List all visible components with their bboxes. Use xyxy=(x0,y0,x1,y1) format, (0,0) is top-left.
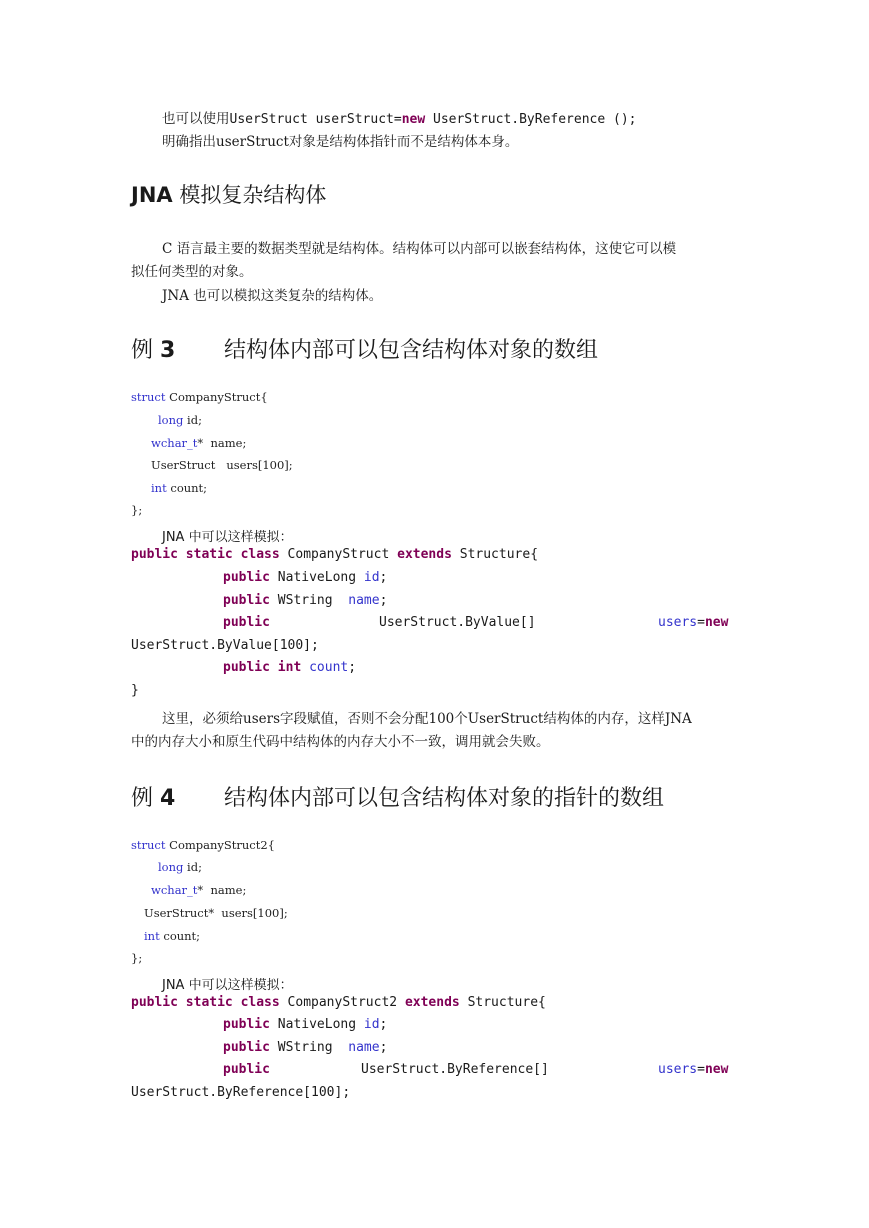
ex3-java-line-2 xyxy=(223,570,387,585)
ex3-java-line-1 xyxy=(131,547,538,562)
ex3-c-text: count; xyxy=(166,481,208,495)
example4-heading xyxy=(131,781,175,812)
section-para1-line2: 拟任何类型的对象。 xyxy=(131,264,253,280)
ex4-c-line-1 xyxy=(131,838,275,852)
ex3-c-kw: long xyxy=(158,413,184,427)
ex4-java-field: users xyxy=(658,1062,698,1077)
ex4-java-text: = xyxy=(697,1062,705,1077)
ex4-c-kw: long xyxy=(158,860,184,874)
ex3-java-text: CompanyStruct xyxy=(279,547,398,562)
ex3-java-text: NativeLong xyxy=(269,570,364,585)
example3-label: 例 xyxy=(131,338,154,363)
ex4-java-line-5: UserStruct.ByReference[100]; xyxy=(131,1085,351,1100)
ex4-java-field: name xyxy=(348,1040,380,1055)
ex3-java-kw: public xyxy=(223,593,270,608)
ex4-c-text: id; xyxy=(183,860,202,874)
ex3-c-text: id; xyxy=(183,413,202,427)
ex4-c-kw: wchar_t xyxy=(151,883,198,897)
ex4-java-text: ; xyxy=(379,1017,388,1032)
ex3-c-text: * name; xyxy=(197,436,247,450)
intro-code-a: UserStruct userStruct= xyxy=(229,112,402,127)
ex3-java-field: name xyxy=(348,593,380,608)
example3-title: 结构体内部可以包含结构体对象的数组 xyxy=(224,338,599,363)
ex3-explain-line-2: 中的内存大小和原生代码中结构体的内存大小不一致，调用就会失败。 xyxy=(131,734,550,750)
ex3-java-text: Structure{ xyxy=(451,547,539,562)
ex4-c-kw: struct xyxy=(131,838,166,852)
ex4-java-line-4-type: UserStruct.ByReference[] xyxy=(361,1062,549,1077)
ex3-java-line-7: } xyxy=(131,683,139,698)
example3-heading xyxy=(131,333,175,364)
intro-code-b: UserStruct.ByReference (); xyxy=(425,112,637,127)
ex3-java-kw: public xyxy=(223,570,270,585)
example4-label: 例 xyxy=(131,786,154,811)
ex3-c-kw: int xyxy=(151,481,167,495)
ex3-java-text: ; xyxy=(379,570,388,585)
ex4-java-kw: public xyxy=(223,1040,270,1055)
example3-number: 3 xyxy=(160,338,176,363)
section-heading-latin: JNA xyxy=(131,183,173,207)
ex3-java-field: id xyxy=(363,570,380,585)
ex4-java-kw: new xyxy=(704,1062,729,1077)
ex3-java-line-6 xyxy=(223,660,356,675)
ex4-java-text: CompanyStruct2 xyxy=(279,995,405,1010)
ex4-c-line-3 xyxy=(151,883,246,897)
ex4-java-line-4-kw: public xyxy=(223,1062,270,1077)
ex3-java-line-3 xyxy=(223,593,387,608)
ex4-java-line-3 xyxy=(223,1040,387,1055)
ex3-c-line-3 xyxy=(151,436,246,450)
section-para2: JNA 也可以模拟这类复杂的结构体。 xyxy=(162,288,383,304)
ex3-java-line-4-field xyxy=(658,615,728,630)
ex3-java-text: = xyxy=(697,615,705,630)
example4-title: 结构体内部可以包含结构体对象的指针的数组 xyxy=(224,786,665,811)
ex3-c-line-2 xyxy=(158,413,202,427)
ex4-note: JNA 中可以这样模拟： xyxy=(162,978,293,993)
ex4-java-text: ; xyxy=(379,1040,388,1055)
ex3-java-line-5: UserStruct.ByValue[100]; xyxy=(131,638,319,653)
ex4-java-text: NativeLong xyxy=(269,1017,364,1032)
section-para1-line1: C 语言最主要的数据类型就是结构体。结构体可以内部可以嵌套结构体，这使它可以模 xyxy=(162,241,677,257)
ex4-java-line-2 xyxy=(223,1017,387,1032)
ex3-c-kw: struct xyxy=(131,390,166,404)
intro-code xyxy=(230,112,637,127)
ex3-explain-line-1: 这里，必须给users字段赋值，否则不会分配100个UserStruct结构体的内存，这样JNA xyxy=(162,711,692,727)
ex3-c-text: CompanyStruct{ xyxy=(165,390,268,404)
ex4-c-line-6: }; xyxy=(131,951,143,965)
ex3-java-text: ; xyxy=(348,660,357,675)
intro-code-new: new xyxy=(401,112,426,127)
ex4-c-kw: int xyxy=(144,929,160,943)
ex3-java-kw: public static class xyxy=(131,547,280,562)
ex3-c-line-4: UserStruct users[100]; xyxy=(151,458,293,472)
ex3-java-kw: extends xyxy=(397,547,452,562)
ex3-java-field: users xyxy=(658,615,698,630)
intro-line-2: 明确指出userStruct对象是结构体指针而不是结构体本身。 xyxy=(162,134,519,150)
ex4-java-kw: public static class xyxy=(131,995,280,1010)
intro-line-1 xyxy=(162,107,637,127)
ex4-java-line-4-field xyxy=(658,1062,728,1077)
ex3-c-kw: wchar_t xyxy=(151,436,198,450)
ex3-java-line-4-type: UserStruct.ByValue[] xyxy=(379,615,536,630)
example4-number: 4 xyxy=(160,786,176,811)
ex4-java-text: WString xyxy=(269,1040,349,1055)
ex3-java-text: WString xyxy=(269,593,349,608)
ex3-c-line-5 xyxy=(151,481,207,495)
ex4-java-text: Structure{ xyxy=(459,995,546,1010)
ex4-java-kw: public xyxy=(223,1017,270,1032)
ex4-java-field: id xyxy=(363,1017,380,1032)
ex4-c-line-4: UserStruct* users[100]; xyxy=(144,906,288,920)
section-heading xyxy=(131,179,326,209)
ex4-c-text: count; xyxy=(159,929,201,943)
intro-text: 也可以使用 xyxy=(162,111,230,127)
section-heading-rest: 模拟复杂结构体 xyxy=(179,183,327,207)
ex4-c-text: CompanyStruct2{ xyxy=(165,838,276,852)
ex3-note: JNA 中可以这样模拟： xyxy=(162,530,293,545)
ex3-java-kw: new xyxy=(704,615,729,630)
ex3-c-line-6: }; xyxy=(131,503,143,517)
ex3-java-line-4-kw: public xyxy=(223,615,270,630)
ex3-java-field: count xyxy=(301,660,349,675)
ex3-java-kw: public int xyxy=(223,660,302,675)
ex4-c-line-2 xyxy=(158,860,202,874)
ex4-c-line-5 xyxy=(144,929,200,943)
ex3-c-line-1 xyxy=(131,390,268,404)
ex4-java-kw: extends xyxy=(404,995,460,1010)
ex4-java-line-1 xyxy=(131,995,546,1010)
ex4-c-text: * name; xyxy=(197,883,247,897)
ex3-java-text: ; xyxy=(379,593,388,608)
